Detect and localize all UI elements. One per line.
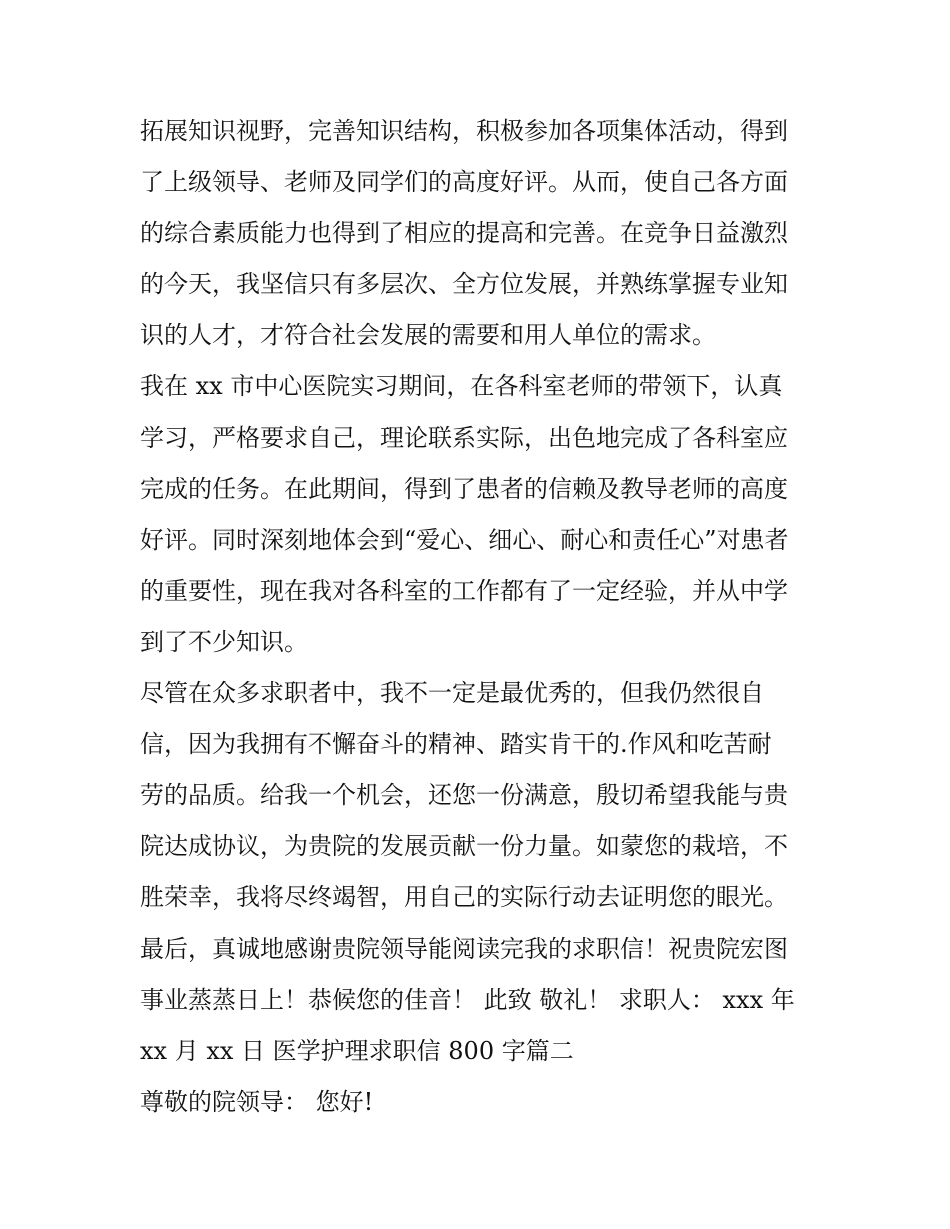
text-line: 的今天，我坚信只有多层次、全方位发展，并熟练掌握专业知 bbox=[140, 270, 788, 299]
text-line: 院达成协议，为贵院的发展贡献一份力量。如蒙您的栽培，不 bbox=[140, 832, 788, 861]
text-line: 尽管在众多求职者中，我不一定是最优秀的，但我仍然很自 bbox=[140, 679, 764, 708]
text-line: 到了不少知识。 bbox=[140, 627, 308, 656]
text-line: xx 月 xx 日 医学护理求职信 800 字篇二 bbox=[140, 1036, 574, 1065]
text-line: 尊敬的院领导： 您好! bbox=[140, 1087, 374, 1116]
text-line: 的综合素质能力也得到了相应的提高和完善。在竞争日益激烈 bbox=[140, 219, 788, 248]
text-line: 胜荣幸，我将尽终竭智，用自己的实际行动去证明您的眼光。 bbox=[140, 883, 788, 912]
text-line: 的重要性，现在我对各科室的工作都有了一定经验，并从中学 bbox=[140, 576, 788, 605]
text-line: 好评。同时深刻地体会到“爱心、细心、耐心和责任心”对患者 bbox=[140, 525, 789, 554]
text-line: 最后，真诚地感谢贵院领导能阅读完我的求职信！祝贵院宏图 bbox=[140, 934, 788, 963]
letter-body bbox=[140, 106, 820, 1128]
text-line: 学习，严格要求自己，理论联系实际，出色地完成了各科室应 bbox=[140, 423, 788, 452]
text-line: 我在 xx 市中心医院实习期间，在各科室老师的带领下，认真 bbox=[140, 372, 783, 401]
text-line: 信，因为我拥有不懈奋斗的精神、踏实肯干的.作风和吃苦耐 bbox=[140, 730, 772, 759]
text-line: 劳的品质。给我一个机会，还您一份满意，殷切希望我能与贵 bbox=[140, 781, 788, 810]
text-line: 识的人才，才符合社会发展的需要和用人单位的需求。 bbox=[140, 321, 716, 350]
text-line: 拓展知识视野，完善知识结构，积极参加各项集体活动，得到 bbox=[140, 117, 788, 145]
text-line: 事业蒸蒸日上！恭候您的佳音！ 此致 敬礼！ 求职人： xxx 年 bbox=[140, 985, 795, 1014]
text-line: 完成的任务。在此期间，得到了患者的信赖及教导老师的高度 bbox=[140, 474, 788, 503]
text-line: 了上级领导、老师及同学们的高度好评。从而，使自己各方面 bbox=[140, 168, 788, 197]
